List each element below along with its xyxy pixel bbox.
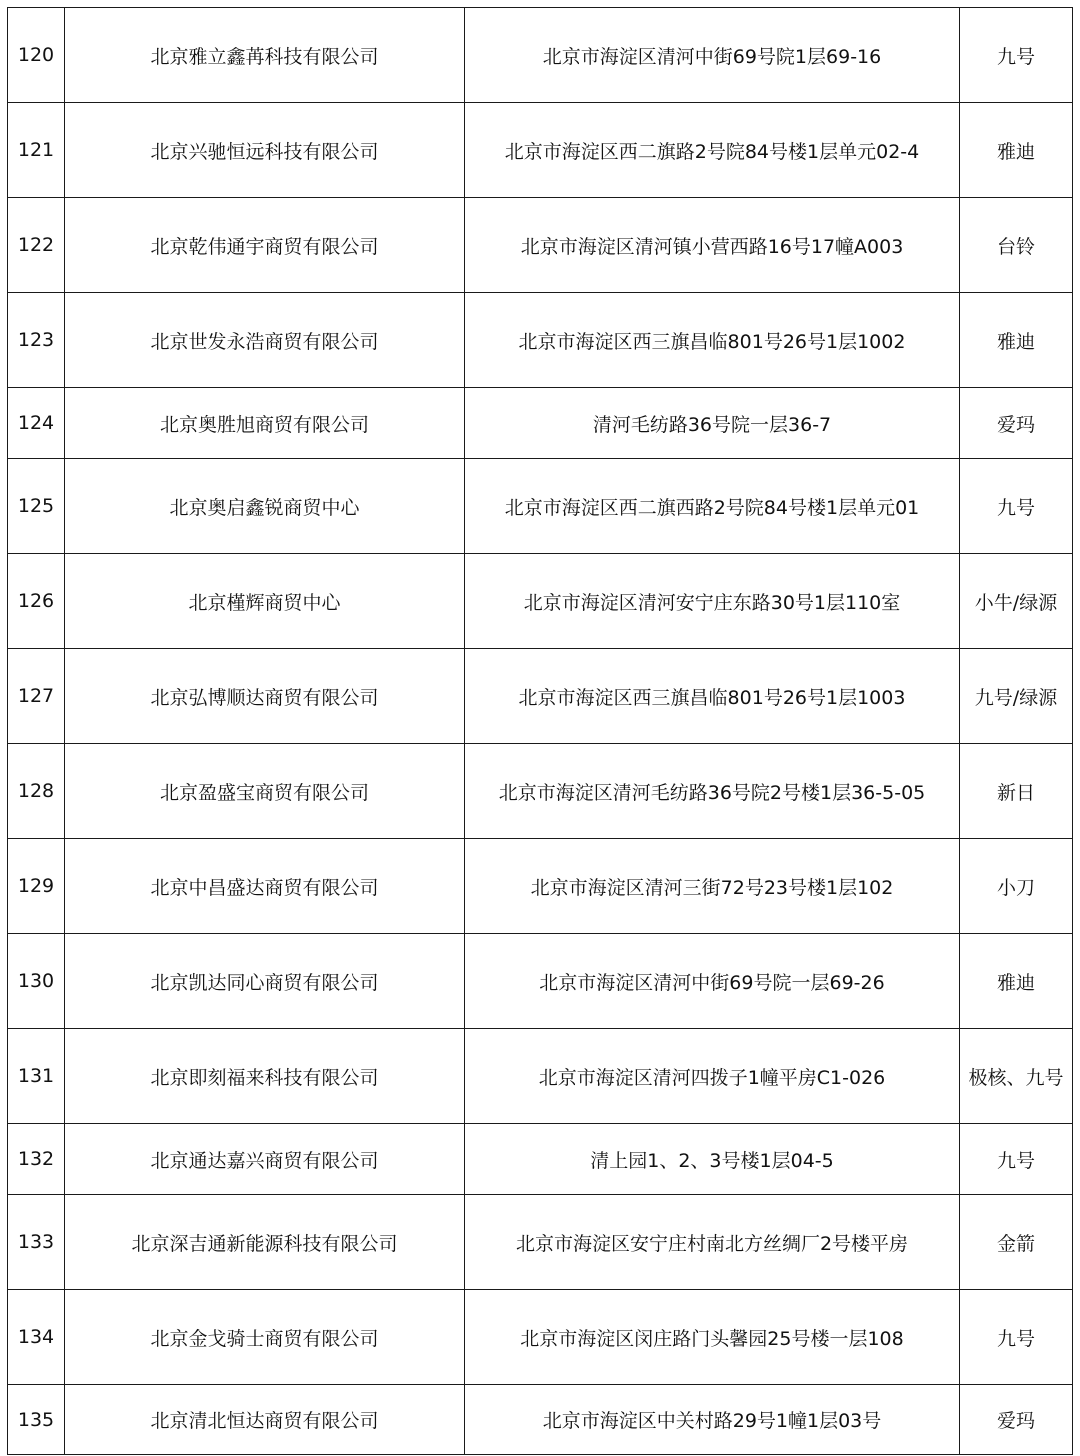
brand: 雅迪 <box>960 293 1073 388</box>
company-name: 北京深吉通新能源科技有限公司 <box>65 1195 465 1290</box>
company-name: 北京雅立鑫苒科技有限公司 <box>65 8 465 103</box>
company-name: 北京即刻福来科技有限公司 <box>65 1029 465 1124</box>
company-address: 北京市海淀区清河中街69号院1层69-16 <box>465 8 960 103</box>
company-name: 北京世发永浩商贸有限公司 <box>65 293 465 388</box>
company-address: 北京市海淀区清河四拨子1幢平房C1-026 <box>465 1029 960 1124</box>
brand: 爱玛 <box>960 388 1073 459</box>
company-name: 北京乾伟通宇商贸有限公司 <box>65 198 465 293</box>
company-address: 北京市海淀区西三旗昌临801号26号1层1003 <box>465 649 960 744</box>
table-row <box>8 1124 1073 1195</box>
company-address: 北京市海淀区闵庄路门头馨园25号楼一层108 <box>465 1290 960 1385</box>
company-name: 北京奥胜旭商贸有限公司 <box>65 388 465 459</box>
table-row <box>8 8 1073 103</box>
company-address: 北京市海淀区西二旗西路2号院84号楼1层单元01 <box>465 459 960 554</box>
row-number: 125 <box>8 459 65 554</box>
brand: 雅迪 <box>960 934 1073 1029</box>
brand: 雅迪 <box>960 103 1073 198</box>
company-address: 北京市海淀区西三旗昌临801号26号1层1002 <box>465 293 960 388</box>
company-name: 北京凯达同心商贸有限公司 <box>65 934 465 1029</box>
row-number: 121 <box>8 103 65 198</box>
table-row <box>8 459 1073 554</box>
brand: 九号 <box>960 459 1073 554</box>
table-row <box>8 554 1073 649</box>
row-number: 124 <box>8 388 65 459</box>
company-name: 北京兴驰恒远科技有限公司 <box>65 103 465 198</box>
row-number: 130 <box>8 934 65 1029</box>
table-row <box>8 1385 1073 1455</box>
row-number: 129 <box>8 839 65 934</box>
brand: 九号 <box>960 1124 1073 1195</box>
table-row <box>8 1290 1073 1385</box>
company-name: 北京盈盛宝商贸有限公司 <box>65 744 465 839</box>
company-address: 北京市海淀区清河安宁庄东路30号1层110室 <box>465 554 960 649</box>
row-number: 126 <box>8 554 65 649</box>
company-name: 北京奥启鑫锐商贸中心 <box>65 459 465 554</box>
row-number: 127 <box>8 649 65 744</box>
table-row <box>8 744 1073 839</box>
table-row <box>8 293 1073 388</box>
brand: 金箭 <box>960 1195 1073 1290</box>
dealer-table <box>7 7 1073 1455</box>
row-number: 135 <box>8 1385 65 1455</box>
company-name: 北京清北恒达商贸有限公司 <box>65 1385 465 1455</box>
row-number: 134 <box>8 1290 65 1385</box>
row-number: 123 <box>8 293 65 388</box>
table-row <box>8 934 1073 1029</box>
table-row <box>8 839 1073 934</box>
table-row <box>8 198 1073 293</box>
company-address: 北京市海淀区清河镇小营西路16号17幢A003 <box>465 198 960 293</box>
brand: 九号 <box>960 8 1073 103</box>
company-name: 北京通达嘉兴商贸有限公司 <box>65 1124 465 1195</box>
table-row <box>8 1195 1073 1290</box>
brand: 新日 <box>960 744 1073 839</box>
table-row <box>8 1029 1073 1124</box>
brand: 极核、九号 <box>960 1029 1073 1124</box>
table-row <box>8 103 1073 198</box>
brand: 小刀 <box>960 839 1073 934</box>
company-address: 北京市海淀区安宁庄村南北方丝绸厂2号楼平房 <box>465 1195 960 1290</box>
row-number: 128 <box>8 744 65 839</box>
brand: 爱玛 <box>960 1385 1073 1455</box>
table-body <box>8 8 1073 1455</box>
row-number: 122 <box>8 198 65 293</box>
company-name: 北京金戈骑士商贸有限公司 <box>65 1290 465 1385</box>
company-address: 北京市海淀区清河中街69号院一层69-26 <box>465 934 960 1029</box>
table-row <box>8 388 1073 459</box>
company-name: 北京槿辉商贸中心 <box>65 554 465 649</box>
company-address: 北京市海淀区清河三街72号23号楼1层102 <box>465 839 960 934</box>
row-number: 133 <box>8 1195 65 1290</box>
company-address: 清上园1、2、3号楼1层04-5 <box>465 1124 960 1195</box>
company-name: 北京中昌盛达商贸有限公司 <box>65 839 465 934</box>
company-name: 北京弘博顺达商贸有限公司 <box>65 649 465 744</box>
brand: 九号 <box>960 1290 1073 1385</box>
company-address: 北京市海淀区西二旗路2号院84号楼1层单元02-4 <box>465 103 960 198</box>
brand: 台铃 <box>960 198 1073 293</box>
brand: 小牛/绿源 <box>960 554 1073 649</box>
brand: 九号/绿源 <box>960 649 1073 744</box>
company-address: 清河毛纺路36号院一层36-7 <box>465 388 960 459</box>
table-row <box>8 649 1073 744</box>
company-address: 北京市海淀区中关村路29号1幢1层03号 <box>465 1385 960 1455</box>
row-number: 120 <box>8 8 65 103</box>
row-number: 132 <box>8 1124 65 1195</box>
company-address: 北京市海淀区清河毛纺路36号院2号楼1层36-5-05 <box>465 744 960 839</box>
row-number: 131 <box>8 1029 65 1124</box>
